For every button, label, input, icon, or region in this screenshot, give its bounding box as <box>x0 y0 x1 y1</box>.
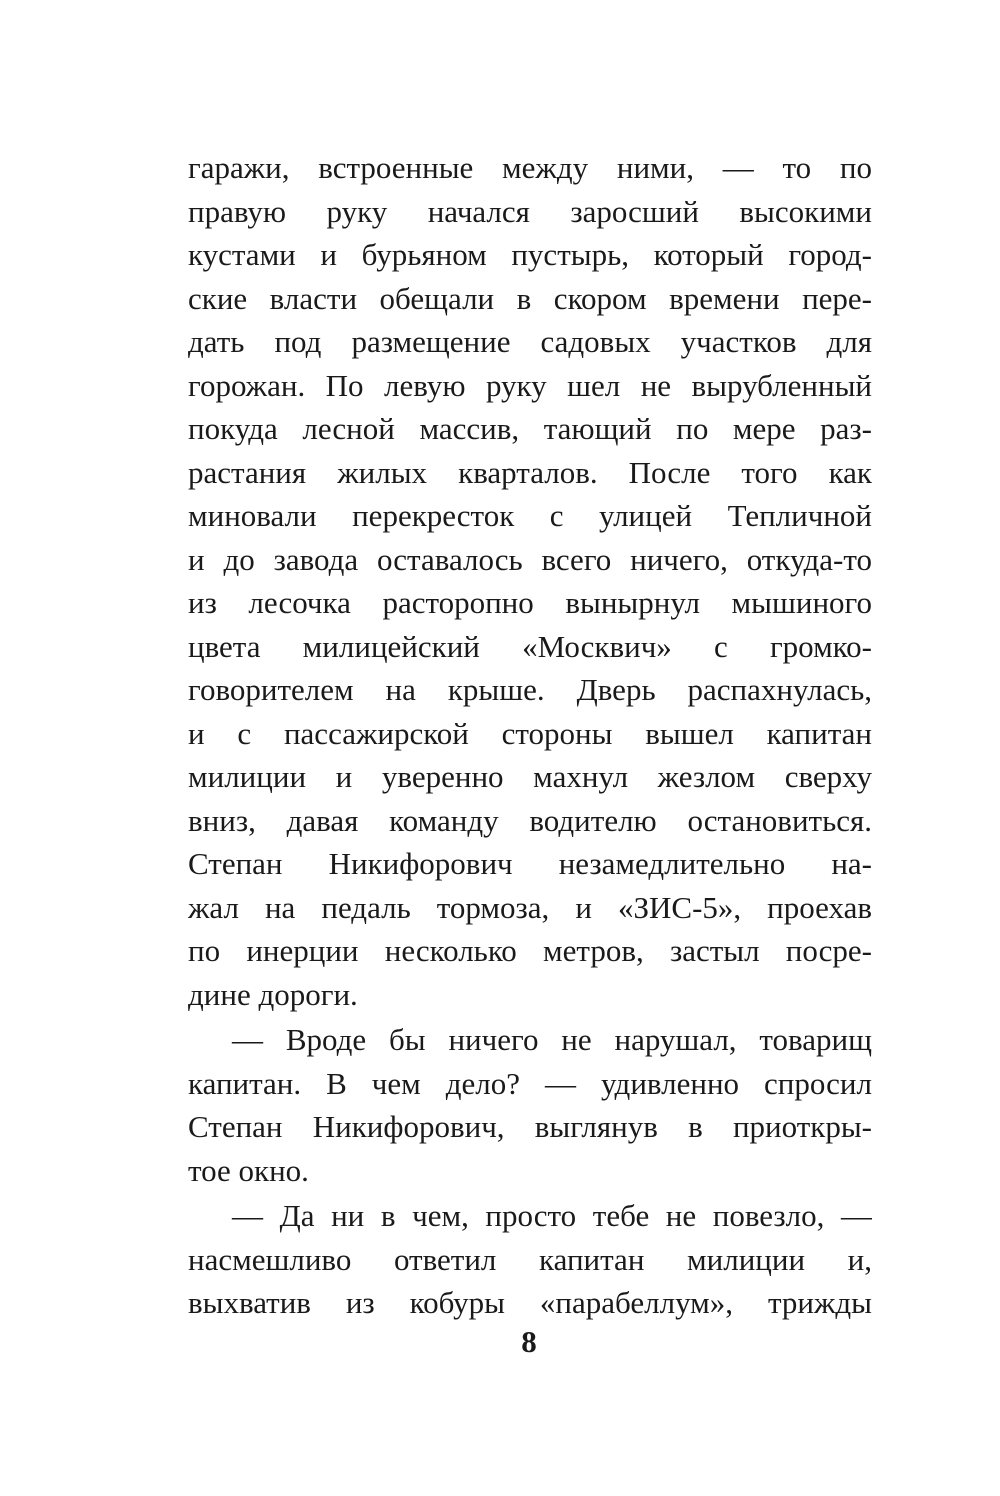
text-line: Степан Никифорович, выглянув в приоткры- <box>188 1109 872 1144</box>
text-line: покуда лесной массив, тающий по мере раз- <box>188 411 872 446</box>
text-line: говорителем на крыше. Дверь распахнулась, <box>188 672 872 707</box>
text-line: жал на педаль тормоза, и «ЗИС-5», проехав <box>188 889 872 925</box>
text-line: по инерции несколько метров, застыл посре- <box>188 933 872 968</box>
paragraph-1 <box>188 146 872 1016</box>
text-line: миновали перекресток с улицей Тепличной <box>188 498 872 533</box>
page-number: 8 <box>521 1324 537 1359</box>
text-line: — Вроде бы ничего не нарушал, товарищ <box>232 1022 872 1057</box>
text-line: ские власти обещали в скором времени пере- <box>188 280 872 316</box>
text-line: насмешливо ответил капитан милиции и, <box>188 1241 872 1277</box>
text-line: правую руку начался заросший высокими <box>188 193 872 229</box>
text-line: Степан Никифорович незамедлительно на- <box>188 846 872 881</box>
text-line: гаражи, встроенные между ними, — то по <box>188 150 872 185</box>
text-line: и до завода оставалось всего ничего, откуда-то <box>188 541 872 577</box>
paragraph-3 <box>188 1194 872 1325</box>
text-line: капитан. В чем дело? — удивленно спросил <box>188 1065 872 1101</box>
text-line: горожан. По левую руку шел не вырубленный <box>188 367 872 403</box>
text-line: — Да ни в чем, просто тебе не повезло, — <box>232 1198 872 1233</box>
text-line: милиции и уверенно махнул жезлом сверху <box>188 759 872 794</box>
text-line: тое окно. <box>188 1152 309 1188</box>
body-text <box>188 146 872 1325</box>
text-line: вниз, давая команду водителю остановиться. <box>188 802 872 838</box>
text-line: выхватив из кобуры «парабеллум», трижды <box>188 1285 872 1320</box>
text-line: из лесочка расторопно вынырнул мышиного <box>188 585 872 620</box>
text-line: цвета милицейский «Москвич» с громко- <box>188 628 872 664</box>
text-line: растания жилых кварталов. После того как <box>188 454 872 490</box>
text-line: дать под размещение садовых участков для <box>188 324 872 359</box>
paragraph-2 <box>188 1018 872 1192</box>
text-line: кустами и бурьяном пустырь, который город- <box>188 237 872 272</box>
text-line: дине дороги. <box>188 976 358 1012</box>
text-line: и с пассажирской стороны вышел капитан <box>188 715 872 751</box>
